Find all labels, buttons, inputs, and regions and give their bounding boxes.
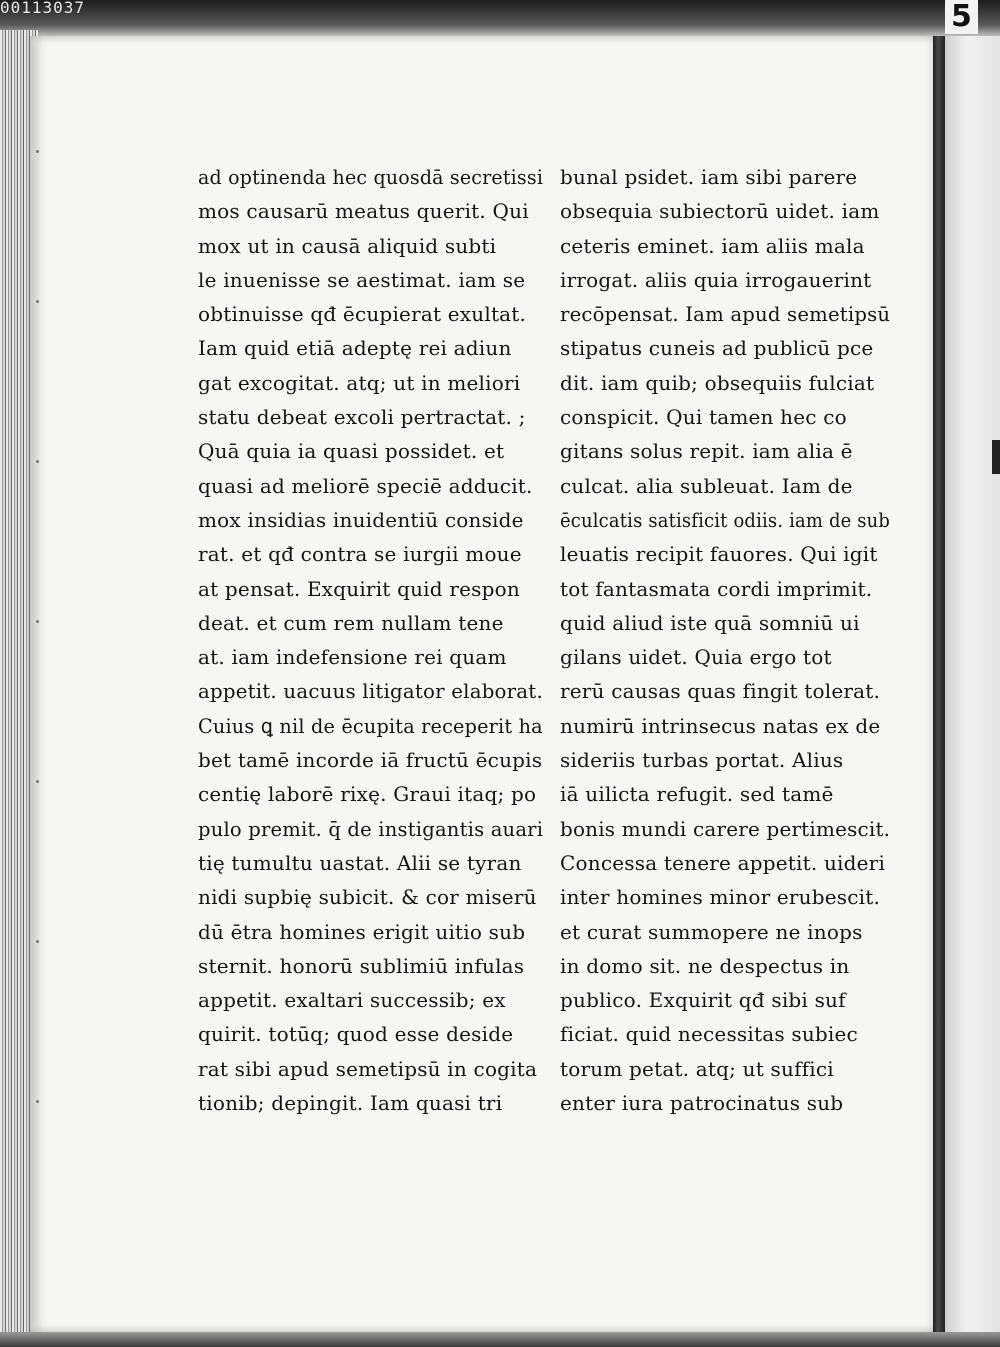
left-column-line: at. iam indefensione rei quam <box>198 645 507 670</box>
right-column-line: numirū intrinsecus natas ex de <box>560 713 881 738</box>
left-column-line: rat. et qđ contra se iurgii moue <box>198 542 522 567</box>
left-column-line: quirit. totūq; quod esse deside <box>198 1022 514 1047</box>
left-column-line: sternit. honorū sublimiū infulas <box>198 953 525 978</box>
left-column-line: gat excogitat. atq; ut in meliori <box>198 370 521 395</box>
right-text-column <box>560 160 890 1120</box>
leaf-number: 5 <box>945 0 978 34</box>
right-column-line: ficiat. quid necessitas subiec <box>560 1022 858 1047</box>
pricking-mark <box>36 1100 39 1103</box>
right-column-line: enter iura patrocinatus sub <box>560 1091 844 1116</box>
pricking-mark <box>36 300 39 303</box>
right-column-line: leuatis recipit fauores. Qui igit <box>560 542 878 567</box>
right-column-line: et curat summopere ne inops <box>560 919 863 944</box>
right-column-line: conspicit. Qui tamen hec co <box>560 405 847 430</box>
right-column-line: ēculcatis satisficit odiis. iam de sub <box>560 507 891 532</box>
right-column-line: gilans uidet. Quia ergo tot <box>560 645 832 670</box>
right-column-line: publico. Exquirit qđ sibi suf <box>560 988 846 1013</box>
right-column-line: quid aliud iste quā somniū ui <box>560 610 860 635</box>
left-column-line: at pensat. Exquirit quid respon <box>198 576 520 601</box>
right-column-line: gitans solus repit. iam alia ē <box>560 439 853 464</box>
next-page-edge <box>945 36 1000 1347</box>
left-column-line: le inuenisse se aestimat. iam se <box>198 267 526 292</box>
left-column-line: deat. et cum rem nullam tene <box>198 610 504 635</box>
right-column-line: sideriis turbas portat. Alius <box>560 748 844 773</box>
right-column-line: bunal psidet. iam sibi parere <box>560 165 858 189</box>
pricking-mark <box>36 780 39 783</box>
right-column-line: culcat. alia subleuat. Iam de <box>560 473 853 498</box>
pricking-mark <box>36 150 39 153</box>
left-column-line: tionib; depingit. Iam quasi tri <box>198 1091 503 1116</box>
right-column-line: tot fantasmata cordi imprimit. <box>560 576 873 601</box>
left-column-line: appetit. exaltari successib; ex <box>198 988 506 1013</box>
left-column-line: centię laborē rixę. Graui itaq; po <box>198 782 537 807</box>
left-column-line: Quā quia ia quasi possidet. et <box>198 439 505 464</box>
left-column-line: appetit. uacuus litigator elaborat. <box>198 679 543 704</box>
pricking-mark <box>36 620 39 623</box>
next-page-ink-mark <box>992 440 1000 474</box>
right-column-line: obsequia subiectorū uidet. iam <box>560 199 880 224</box>
right-column-line: recōpensat. Iam apud semetipsū <box>560 302 891 327</box>
left-column-line: mox insidias inuidentiū conside <box>198 507 524 532</box>
pricking-mark <box>36 460 39 463</box>
left-column-line: quasi ad meliorē speciē adducit. <box>198 473 533 498</box>
left-column-line: statu debeat excoli pertractat. ; <box>198 405 526 430</box>
right-column-line: rerū causas quas fingit tolerat. <box>560 679 881 704</box>
left-column-line: mos causarū meatus querit. Qui <box>198 199 529 224</box>
right-column-line: iā uilicta refugit. sed tamē <box>560 782 834 807</box>
left-column-line: obtinuisse qđ ēcupierat exultat. <box>198 302 527 327</box>
right-column-line: irrogat. aliis quia irrogauerint <box>560 267 872 292</box>
right-column-line: dit. iam quib; obsequiis fulciat <box>560 370 875 395</box>
binding-gutter <box>933 36 945 1347</box>
pricking-mark <box>36 940 39 943</box>
left-column-line: mox ut in causā aliquid subti <box>198 233 497 258</box>
left-column-line: Iam quid etiā adeptę rei adiun <box>198 336 512 361</box>
right-column-line: bonis mundi carere pertimescit. <box>560 816 891 841</box>
right-column-line: inter homines minor erubescit. <box>560 885 881 910</box>
left-column-line: nidi supbię subicit. & cor miserū <box>198 885 537 910</box>
right-column-line: stipatus cuneis ad publicū pce <box>560 336 874 361</box>
left-column-line: pulo premit. q̄ de instigantis auari <box>198 816 544 841</box>
left-column-line: bet tamē incorde iā fructū ēcupis <box>198 748 543 773</box>
right-column-line: ceteris eminet. iam aliis mala <box>560 233 865 258</box>
left-text-column <box>198 160 543 1120</box>
left-column-line: Cuius ꝗ nil de ēcupita receperit ha <box>198 713 543 738</box>
left-column-line: ad optinenda hec quosdā secretissi <box>198 165 544 189</box>
left-column-line: rat sibi apud semetipsū in cogita <box>198 1056 538 1081</box>
right-column-line: in domo sit. ne despectus in <box>560 953 850 978</box>
shelfmark-number: 00113037 <box>0 0 86 17</box>
left-column-line: dū ētra homines erigit uitio sub <box>198 919 526 944</box>
right-column-line: Concessa tenere appetit. uideri <box>560 850 886 875</box>
right-column-line: torum petat. atq; ut suffici <box>560 1056 834 1081</box>
left-column-line: tię tumultu uastat. Alii se tyran <box>198 850 522 875</box>
film-bottom-strip <box>0 1332 1000 1347</box>
film-top-strip <box>0 0 1000 36</box>
